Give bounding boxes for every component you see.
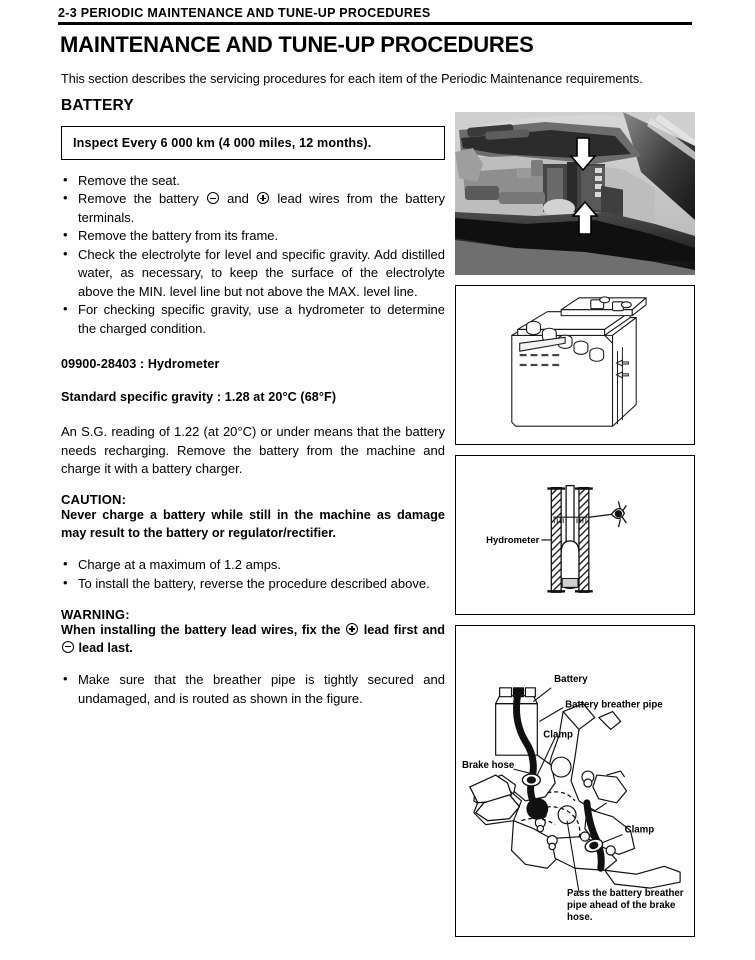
battery-photo-graphic bbox=[455, 112, 695, 275]
inspect-interval-text: Inspect Every 6 000 km (4 000 miles, 12 months). bbox=[73, 136, 372, 150]
section-heading-battery: BATTERY bbox=[61, 97, 134, 114]
list-item bbox=[61, 301, 445, 338]
fig-hydrometer bbox=[455, 455, 695, 615]
caution-body: Never charge a battery while still in the machine as damage may result to the battery or regulator/rectifier. bbox=[61, 508, 445, 540]
eye-icon bbox=[612, 501, 627, 527]
battery-drawing-graphic bbox=[456, 286, 694, 444]
breather-routing-graphic bbox=[456, 626, 694, 936]
left-column bbox=[61, 97, 445, 708]
running-head bbox=[58, 6, 692, 25]
bullet-text: Remove the battery bbox=[78, 191, 206, 207]
bullet-text: Check the electrolyte for level and specific gravity. Add distilled water, as necessary, to keep the surface of the electrolyte above the MIN. level line but not above the MAX. level line. bbox=[78, 246, 445, 299]
label-note-line2: pipe ahead of the brake bbox=[567, 899, 676, 911]
figure-column bbox=[455, 112, 695, 947]
intro-paragraph: This section describes the servicing procedures for each item of the Periodic Maintenance requirements. bbox=[61, 72, 643, 86]
bullet-text: Remove the seat. bbox=[78, 173, 180, 188]
list-item bbox=[61, 556, 445, 574]
specific-gravity-paragraph: An S.G. reading of 1.22 (at 20°C) or under means that the battery needs recharging. Remove the battery from the machine and charge it with a battery charger. bbox=[61, 424, 445, 476]
header-rule bbox=[58, 22, 692, 25]
bullet-text: For checking specific gravity, use a hydrometer to determine the charged condition. bbox=[78, 302, 445, 336]
label-brake-hose: Brake hose bbox=[461, 760, 515, 772]
minus-circle-icon bbox=[207, 192, 219, 204]
tool-number: 09900-28403 : Hydrometer bbox=[61, 357, 220, 372]
label-clamp-upper: Clamp bbox=[543, 729, 573, 741]
minus-circle-icon bbox=[62, 641, 74, 653]
running-head-text: 2-3 PERIODIC MAINTENANCE AND TUNE-UP PROCEDURES bbox=[58, 6, 431, 20]
page-title: MAINTENANCE AND TUNE-UP PROCEDURES bbox=[60, 32, 534, 57]
hydrometer-graphic bbox=[456, 456, 694, 614]
bullet-text: Remove the battery from its frame. bbox=[78, 228, 279, 244]
list-item bbox=[61, 172, 445, 190]
list-item bbox=[61, 190, 445, 227]
plus-circle-icon bbox=[346, 623, 358, 635]
bullet-text-mid: and bbox=[219, 191, 257, 207]
label-note-line1: Pass the battery breather bbox=[567, 888, 684, 900]
label-note-line3: hose. bbox=[567, 911, 593, 923]
bullet-text: Charge at a maximum of 1.2 amps. bbox=[78, 557, 282, 573]
bullet-list-removal bbox=[61, 172, 445, 338]
fig-breather-routing bbox=[455, 625, 695, 937]
bullet-text: To install the battery, reverse the procedure described above. bbox=[78, 575, 430, 591]
warning-text-mid: lead first and bbox=[359, 623, 445, 638]
standard-specific-gravity: Standard specific gravity : 1.28 at 20°C (68°F) bbox=[61, 390, 337, 405]
list-item bbox=[61, 575, 445, 593]
warning-text-pre: When installing the battery lead wires, fix the bbox=[61, 623, 346, 638]
bullet-text-post: lead wires from the battery terminals. bbox=[78, 191, 446, 225]
fig-battery-drawing bbox=[455, 285, 695, 445]
list-item bbox=[61, 227, 445, 245]
plus-circle-icon bbox=[257, 192, 269, 204]
label-battery: Battery bbox=[554, 673, 588, 685]
bullet-list-charging bbox=[61, 556, 445, 593]
list-item bbox=[61, 671, 445, 708]
warning-body bbox=[61, 622, 445, 657]
label-clamp-lower: Clamp bbox=[624, 824, 655, 836]
label-battery-breather-pipe: Battery breather pipe bbox=[565, 699, 663, 711]
fig-battery-photo bbox=[455, 112, 695, 275]
warning-label: WARNING: bbox=[61, 607, 130, 623]
hydrometer-label: Hydrometer bbox=[486, 534, 540, 546]
bullet-text: Make sure that the breather pipe is tightly secured and undamaged, and is routed as shown in the figure. bbox=[78, 672, 445, 706]
warning-text-post: lead last. bbox=[75, 640, 133, 655]
list-item bbox=[61, 246, 445, 301]
bullet-list-breather bbox=[61, 671, 445, 708]
inspect-interval-box bbox=[61, 126, 445, 160]
caution-label: CAUTION: bbox=[61, 492, 127, 508]
